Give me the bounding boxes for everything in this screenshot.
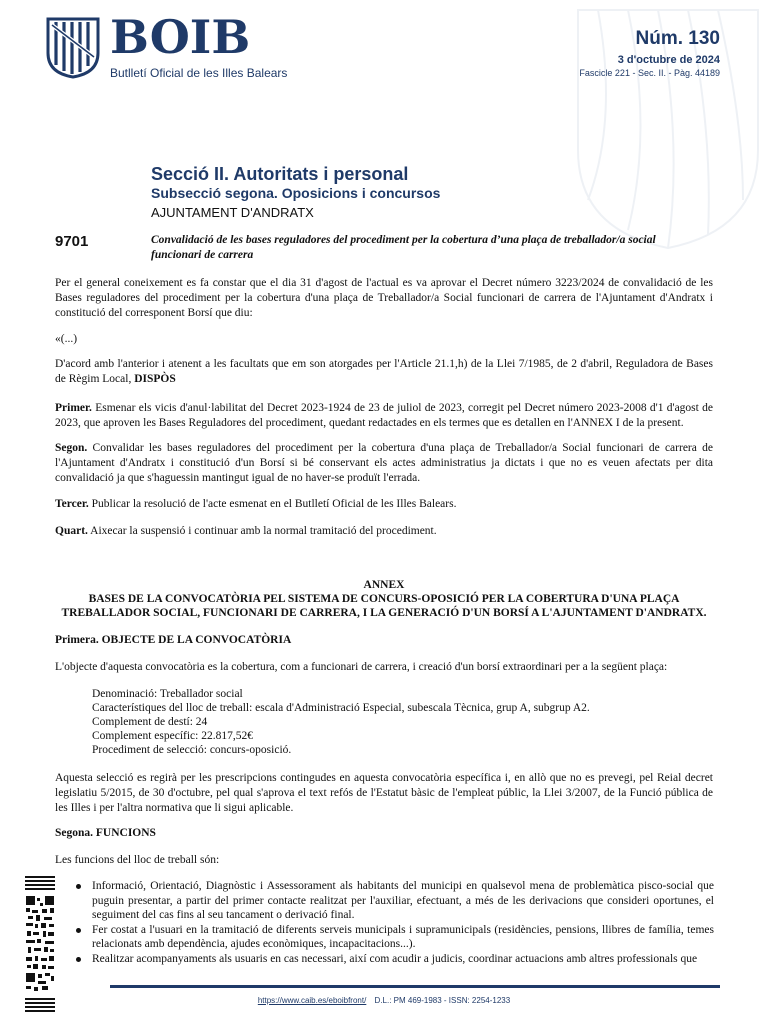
issue-info <box>579 28 720 78</box>
boib-shield-logo <box>46 17 100 79</box>
authority-paragraph <box>55 357 713 387</box>
quote-open: «(...) <box>55 333 78 345</box>
page-footer <box>0 996 768 1005</box>
boib-title: BOIB <box>110 10 251 64</box>
annex-heading-line2: TREBALLADOR SOCIAL, FUNCIONARI DE CARRERA, I LA GENERACIÓ D'UN BORSÍ A L'AJUNTAMENT D'ANDRATX. <box>61 607 707 619</box>
funcio-text: Realitzar acompanyaments als usuaris en cas necessari, així com acudir a judicis, coordinar actuacions amb altres professionals que <box>92 952 698 965</box>
document-number: 9701 <box>55 233 89 250</box>
primer-text: Esmenar els vicis d'anul·labilitat del Decret 2023-1924 de 23 de juliol de 2023, corregit pel Decret número 2023-2008 d'1 d'agost de 2023, que aproven les Bases Reguladores del procediment, quedant redactades en els termes que es detallen en l'ANNEX I de la present. <box>55 402 713 429</box>
detail-complement-desti: Complement de destí: 24 <box>92 716 208 728</box>
annex-title: ANNEX <box>363 579 405 591</box>
dispos-label: DISPÒS <box>134 373 176 385</box>
section-organization: AJUNTAMENT D'ANDRATX <box>151 205 314 220</box>
section-subtitle: Subsecció segona. Oposicions i concursos <box>151 185 441 201</box>
qr-code-icon <box>24 874 56 1016</box>
quart-text: Aixecar la suspensió i continuar amb la normal tramitació del procediment. <box>87 525 437 537</box>
tercer-paragraph <box>55 497 713 512</box>
detail-caracteristiques: Característiques del lloc de treball: escala d'Administració Especial, subescala Tècnica, grup A, subgrup A2. <box>92 702 590 714</box>
section-title: Secció II. Autoritats i personal <box>151 164 409 184</box>
funcions-list <box>74 879 714 966</box>
primer-label: Primer. <box>55 402 92 414</box>
segon-label: Segon. <box>55 442 88 454</box>
list-item <box>74 879 714 923</box>
section-heading <box>151 163 440 221</box>
funcio-text: Fer costat a l'usuari en la tramitació de diferents serveis municipals i supramunicipals (residències, pensions, llibres de família, temes relacionats amb dependència, ajudes econòmiques, incapacitacions...). <box>92 923 714 950</box>
seleccio-paragraph: Aquesta selecció es regirà per les prescripcions contingudes en aquesta convocatòria específica i, en allò que no es prevegi, pel Reial decret legislatiu 5/2015, de 30 d'octubre, pel qual s'aprova el text refós de l'Estatut bàsic de l'empleat públic, la Llei 3/2007, de la Funció pública de les Illes i per l'altra normativa que li sigui aplicable. <box>55 772 713 814</box>
tercer-text: Publicar la resolució de l'acte esmenat en el Butlletí Oficial de les Illes Balears. <box>88 498 457 510</box>
footer-legal: D.L.: PM 469-1983 - ISSN: 2254-1233 <box>374 996 511 1005</box>
issue-number: Núm. 130 <box>635 28 720 49</box>
detail-procediment: Procediment de selecció: concurs-oposició. <box>92 744 292 756</box>
quart-label: Quart. <box>55 525 88 537</box>
funcions-intro: Les funcions del lloc de treball són: <box>55 854 220 866</box>
document-title: Convalidació de les bases reguladores del procediment per la cobertura d’una plaça de treballador/a social funcionari de carrera <box>151 234 656 261</box>
quart-paragraph <box>55 524 713 539</box>
footer-divider <box>110 985 720 988</box>
list-item <box>74 923 714 952</box>
issue-date: 3 d'octubre de 2024 <box>617 54 720 66</box>
segona-heading: Segona. FUNCIONS <box>55 827 156 839</box>
bullet-icon <box>76 957 81 962</box>
detail-denominacio: Denominació: Treballador social <box>92 688 243 700</box>
tercer-label: Tercer. <box>55 498 89 510</box>
segon-text: Convalidar les bases reguladores del procediment per la cobertura d'una plaça de Treballador/a Social funcionari de carrera de l'Ajuntament d'Andratx i constitució d'un Borsí si bé conservant els actes administratius ja dictats i que no es veuen afectats per dita convalidació ja que s'haguessin mantingut igual de no haver-se produït l'errada. <box>55 442 713 484</box>
bullet-icon <box>76 928 81 933</box>
fascicle-info: Fascicle 221 - Sec. II. - Pàg. 44189 <box>579 68 720 78</box>
list-item <box>74 952 714 967</box>
objecte-paragraph: L'objecte d'aquesta convocatòria es la cobertura, com a funcionari de carrera, i creació d'un borsí extraordinari per a la següent plaça: <box>55 661 668 673</box>
annex-heading-line1: BASES DE LA CONVOCATÒRIA PEL SISTEMA DE CONCURS-OPOSICIÓ PER LA COBERTURA D'UNA PLAÇA <box>88 593 680 605</box>
authority-text: D'acord amb l'anterior i atenent a les facultats que em son atorgades per l'Article 21.1,h) de la Llei 7/1985, de 2 d'abril, Reguladora de Bases de Règim Local, <box>55 358 713 385</box>
boib-subtitle: Butlletí Oficial de les Illes Balears <box>110 66 288 80</box>
bullet-icon <box>76 884 81 889</box>
segon-paragraph <box>55 441 713 486</box>
funcio-text: Informació, Orientació, Diagnòstic i Assessorament als habitants del municipi en qualsevol mena de problemàtica pisco-social que puguin presentar, a partir del primer contacte realitzat per l'auxiliar, efectuant, a més de les derivacions que consideri oportunes, el seguiment del cas fins al seu tancament o derivació final. <box>92 880 714 921</box>
detail-complement-especific: Complement específic: 22.817,52€ <box>92 730 253 742</box>
primer-paragraph <box>55 401 713 431</box>
details-list <box>92 687 590 757</box>
intro-paragraph: Per el general coneixement es fa constar que el dia 31 d'agost de l'actual es va aprovar el Decret número 3223/2024 de convalidació de les Bases reguladores del procediment per la cobertura d'una plaça de Treballador/a Social funcionari de carrera de l'Ajuntament d'Andratx i constitució del corresponent Borsí que diu: <box>55 277 713 319</box>
primera-heading: Primera. OBJECTE DE LA CONVOCATÒRIA <box>55 634 292 646</box>
footer-link[interactable]: https://www.caib.es/eboibfront/ <box>257 996 367 1005</box>
